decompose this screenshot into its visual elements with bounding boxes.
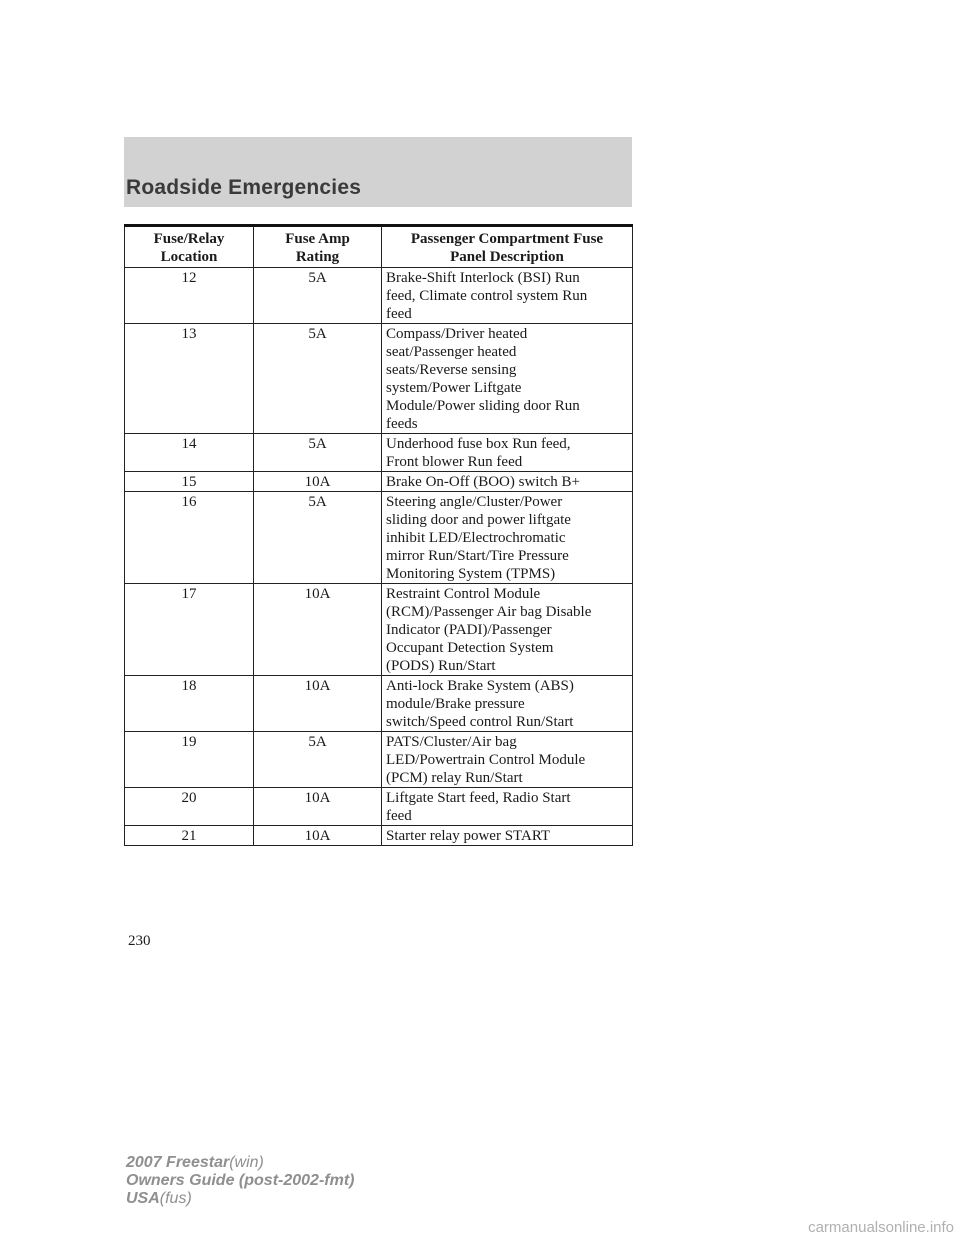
description-line: (PCM) relay Run/Start: [386, 770, 523, 786]
table-row: [125, 584, 633, 676]
fuse-location-cell: 12: [125, 268, 254, 324]
description-line: feeds: [386, 416, 418, 432]
description-line: PATS/Cluster/Air bag: [386, 734, 517, 750]
description-line: Monitoring System (TPMS): [386, 566, 556, 582]
fuse-amp-cell: 5A: [254, 732, 382, 788]
description-line: Front blower Run feed: [386, 454, 523, 470]
fuse-location-cell: 16: [125, 492, 254, 584]
fuse-location-cell: 15: [125, 472, 254, 492]
fuse-amp-cell: 10A: [254, 676, 382, 732]
column-header-location: Fuse/Relay Location: [125, 226, 254, 268]
description-line: seat/Passenger heated: [386, 344, 517, 360]
table-row: [125, 472, 633, 492]
description-line: switch/Speed control Run/Start: [386, 714, 574, 730]
description-line: Liftgate Start feed, Radio Start: [386, 790, 571, 806]
fuse-description-cell: [382, 826, 633, 846]
fuse-description-cell: [382, 732, 633, 788]
description-line: mirror Run/Start/Tire Pressure: [386, 548, 569, 564]
fuse-description-cell: [382, 584, 633, 676]
fuse-amp-cell: 5A: [254, 434, 382, 472]
fuse-location-cell: 14: [125, 434, 254, 472]
description-line: seats/Reverse sensing: [386, 362, 517, 378]
table-row: [125, 732, 633, 788]
fuse-location-cell: 17: [125, 584, 254, 676]
description-line: system/Power Liftgate: [386, 380, 522, 396]
description-line: Underhood fuse box Run feed,: [386, 436, 571, 452]
fuse-location-cell: 18: [125, 676, 254, 732]
fuse-description-cell: [382, 492, 633, 584]
fuse-description-cell: [382, 434, 633, 472]
fuse-description-cell: [382, 324, 633, 434]
fuse-description-cell: [382, 676, 633, 732]
footer-line-model: 2007 Freestar(win): [126, 1154, 264, 1171]
fuse-location-cell: 13: [125, 324, 254, 434]
table-row: [125, 492, 633, 584]
description-line: Module/Power sliding door Run: [386, 398, 580, 414]
description-line: LED/Powertrain Control Module: [386, 752, 586, 768]
description-line: Anti-lock Brake System (ABS): [386, 678, 574, 694]
table-row: [125, 324, 633, 434]
footer-line-market: USA(fus): [126, 1190, 192, 1207]
description-line: inhibit LED/Electrochromatic: [386, 530, 566, 546]
description-line: Indicator (PADI)/Passenger: [386, 622, 552, 638]
fuse-amp-cell: 10A: [254, 826, 382, 846]
fuse-location-cell: 19: [125, 732, 254, 788]
fuse-location-cell: 20: [125, 788, 254, 826]
description-line: Brake-Shift Interlock (BSI) Run: [386, 270, 580, 286]
fuse-amp-cell: 10A: [254, 584, 382, 676]
description-line: feed, Climate control system Run: [386, 288, 588, 304]
page-number: 230: [128, 933, 151, 949]
description-line: (RCM)/Passenger Air bag Disable: [386, 604, 592, 620]
table-header-row: [125, 226, 633, 268]
fuse-amp-cell: 10A: [254, 472, 382, 492]
fuse-table: [124, 224, 633, 846]
watermark-text: carmanualsonline.info: [808, 1219, 954, 1236]
description-line: Starter relay power START: [386, 828, 551, 844]
description-line: Steering angle/Cluster/Power: [386, 494, 563, 510]
description-line: feed: [386, 306, 412, 322]
fuse-description-cell: [382, 472, 633, 492]
description-line: sliding door and power liftgate: [386, 512, 571, 528]
table-row: [125, 268, 633, 324]
column-header-amp-rating: Fuse Amp Rating: [254, 226, 382, 268]
table-row: [125, 434, 633, 472]
fuse-description-cell: [382, 268, 633, 324]
table-row: [125, 676, 633, 732]
description-line: Restraint Control Module: [386, 586, 541, 602]
section-title: Roadside Emergencies: [126, 176, 362, 199]
column-header-description: Passenger Compartment Fuse Panel Description: [382, 226, 633, 268]
fuse-amp-cell: 5A: [254, 268, 382, 324]
fuse-amp-cell: 5A: [254, 324, 382, 434]
table-row: [125, 826, 633, 846]
fuse-location-cell: 21: [125, 826, 254, 846]
description-line: Occupant Detection System: [386, 640, 554, 656]
description-line: module/Brake pressure: [386, 696, 525, 712]
description-line: Compass/Driver heated: [386, 326, 528, 342]
description-line: feed: [386, 808, 412, 824]
description-line: (PODS) Run/Start: [386, 658, 496, 674]
fuse-amp-cell: 5A: [254, 492, 382, 584]
description-line: Brake On-Off (BOO) switch B+: [386, 474, 580, 490]
fuse-amp-cell: 10A: [254, 788, 382, 826]
table-row: [125, 788, 633, 826]
footer-line-guide: Owners Guide (post-2002-fmt): [126, 1172, 355, 1189]
fuse-description-cell: [382, 788, 633, 826]
document-footer: [126, 1154, 354, 1208]
